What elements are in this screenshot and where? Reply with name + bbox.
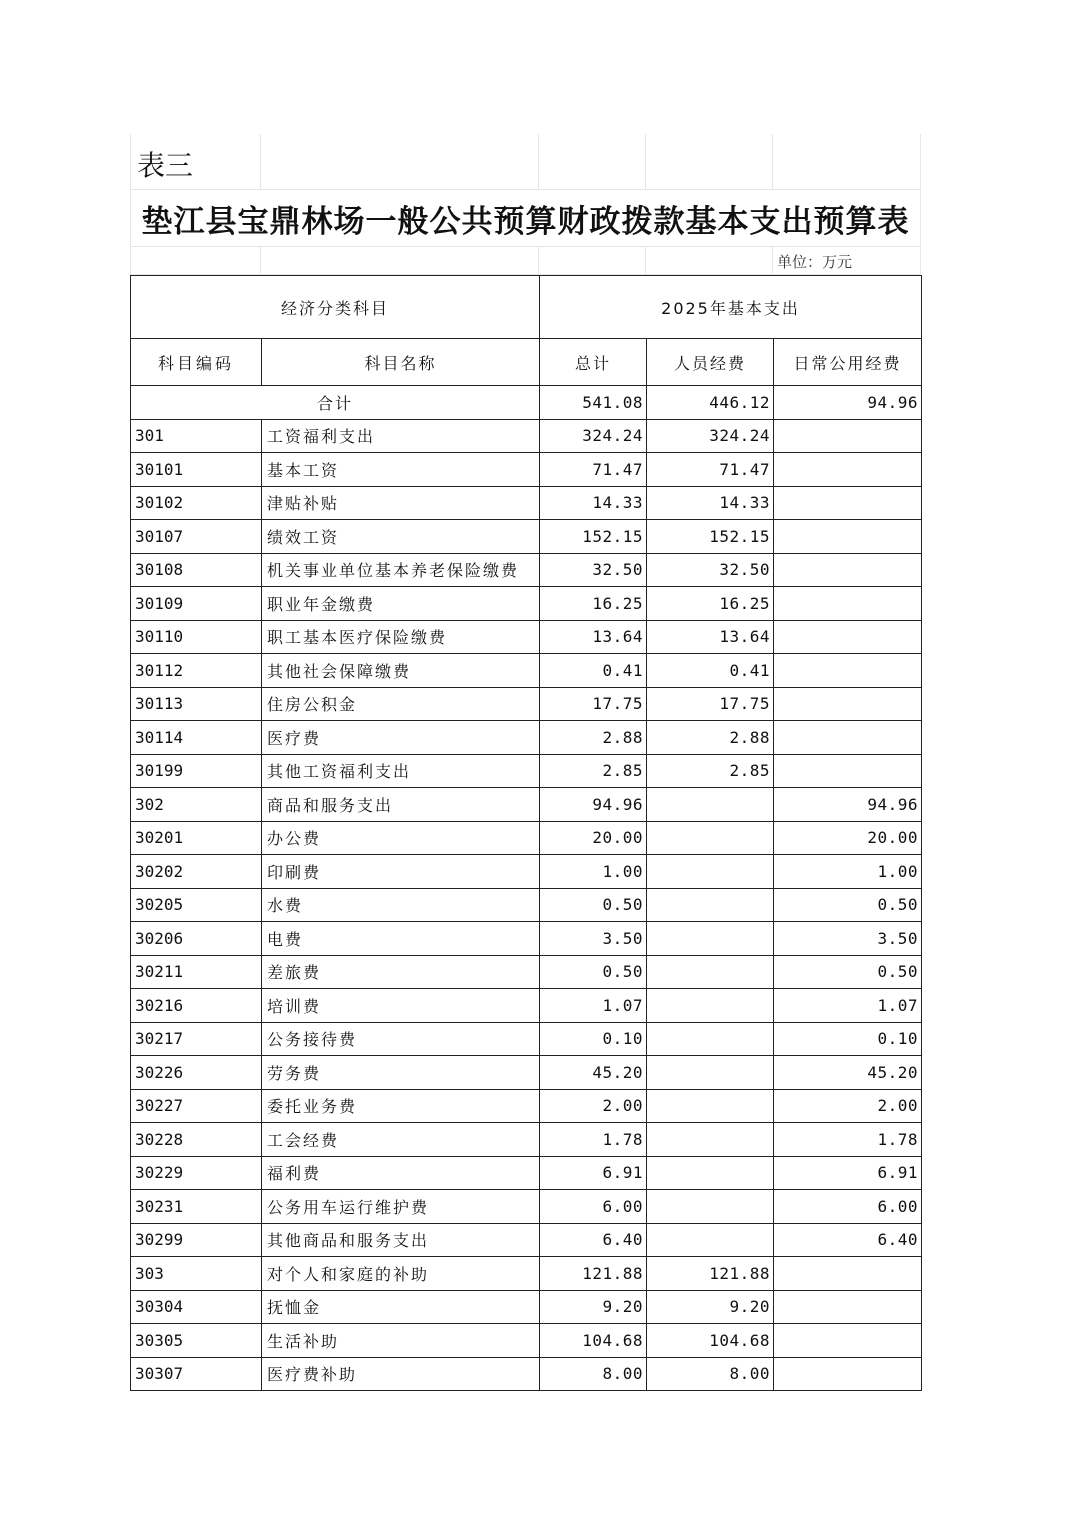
table-row <box>131 855 922 889</box>
row-personnel: 17.75 <box>647 687 774 721</box>
row-public: 20.00 <box>774 821 922 855</box>
table-row <box>131 1056 922 1090</box>
row-total: 17.75 <box>540 687 647 721</box>
row-personnel <box>647 1190 774 1224</box>
table-row <box>131 1324 922 1358</box>
row-code: 30307 <box>131 1357 262 1391</box>
row-code: 30217 <box>131 1022 262 1056</box>
row-total: 2.88 <box>540 721 647 755</box>
row-personnel <box>647 855 774 889</box>
row-code: 30304 <box>131 1290 262 1324</box>
empty-cell <box>130 247 261 275</box>
row-name: 职工基本医疗保险缴费 <box>262 620 540 654</box>
table-row <box>131 721 922 755</box>
row-public <box>774 553 922 587</box>
empty-cell <box>261 134 539 190</box>
row-public <box>774 620 922 654</box>
row-total: 121.88 <box>540 1257 647 1291</box>
empty-cell <box>539 247 646 275</box>
table-row <box>131 754 922 788</box>
row-personnel <box>647 821 774 855</box>
row-public <box>774 419 922 453</box>
row-personnel <box>647 888 774 922</box>
row-personnel <box>647 1223 774 1257</box>
table-row <box>131 1223 922 1257</box>
row-personnel <box>647 1156 774 1190</box>
table-row <box>131 419 922 453</box>
row-code: 30108 <box>131 553 262 587</box>
row-public <box>774 520 922 554</box>
row-name: 抚恤金 <box>262 1290 540 1324</box>
row-total: 0.50 <box>540 955 647 989</box>
row-total: 8.00 <box>540 1357 647 1391</box>
header-year-group: 2025年基本支出 <box>540 276 922 339</box>
table-row <box>131 1022 922 1056</box>
total-public: 94.96 <box>774 386 922 420</box>
row-name: 对个人和家庭的补助 <box>262 1257 540 1291</box>
row-public: 2.00 <box>774 1089 922 1123</box>
row-personnel: 13.64 <box>647 620 774 654</box>
row-code: 30114 <box>131 721 262 755</box>
unit-cell <box>773 247 921 275</box>
row-code: 30202 <box>131 855 262 889</box>
row-public: 0.50 <box>774 955 922 989</box>
row-public: 6.00 <box>774 1190 922 1224</box>
row-name: 住房公积金 <box>262 687 540 721</box>
row-name: 电费 <box>262 922 540 956</box>
row-code: 30199 <box>131 754 262 788</box>
header-row-columns <box>131 339 922 386</box>
table-row <box>131 687 922 721</box>
row-name: 印刷费 <box>262 855 540 889</box>
total-total: 541.08 <box>540 386 647 420</box>
row-total: 0.41 <box>540 654 647 688</box>
table-row <box>131 486 922 520</box>
row-code: 301 <box>131 419 262 453</box>
row-name: 公务接待费 <box>262 1022 540 1056</box>
total-label: 合计 <box>131 386 540 420</box>
table-row <box>131 553 922 587</box>
table-row <box>131 1257 922 1291</box>
empty-cell <box>261 247 539 275</box>
row-code: 302 <box>131 788 262 822</box>
row-public: 1.07 <box>774 989 922 1023</box>
empty-cell <box>539 134 646 190</box>
header-name: 科目名称 <box>262 339 540 386</box>
row-name: 其他工资福利支出 <box>262 754 540 788</box>
row-public <box>774 486 922 520</box>
row-name: 办公费 <box>262 821 540 855</box>
row-personnel: 121.88 <box>647 1257 774 1291</box>
row-total: 6.00 <box>540 1190 647 1224</box>
row-personnel <box>647 788 774 822</box>
row-code: 30231 <box>131 1190 262 1224</box>
row-public <box>774 721 922 755</box>
row-total: 1.07 <box>540 989 647 1023</box>
row-public: 6.91 <box>774 1156 922 1190</box>
row-code: 30305 <box>131 1324 262 1358</box>
row-code: 30228 <box>131 1123 262 1157</box>
row-total: 6.40 <box>540 1223 647 1257</box>
row-code: 30107 <box>131 520 262 554</box>
row-code: 30299 <box>131 1223 262 1257</box>
row-name: 基本工资 <box>262 453 540 487</box>
row-name: 津贴补贴 <box>262 486 540 520</box>
budget-sheet <box>130 134 921 1391</box>
row-name: 机关事业单位基本养老保险缴费 <box>262 553 540 587</box>
row-name: 福利费 <box>262 1156 540 1190</box>
row-total: 324.24 <box>540 419 647 453</box>
row-total: 20.00 <box>540 821 647 855</box>
header-public: 日常公用经费 <box>774 339 922 386</box>
header-personnel: 人员经费 <box>647 339 774 386</box>
row-total: 104.68 <box>540 1324 647 1358</box>
label-row <box>130 134 921 190</box>
empty-cell <box>646 247 773 275</box>
row-public: 1.00 <box>774 855 922 889</box>
table-row <box>131 788 922 822</box>
table-row <box>131 1290 922 1324</box>
row-public: 45.20 <box>774 1056 922 1090</box>
row-code: 30211 <box>131 955 262 989</box>
table-row <box>131 888 922 922</box>
table-row <box>131 989 922 1023</box>
row-name: 医疗费 <box>262 721 540 755</box>
row-total: 9.20 <box>540 1290 647 1324</box>
row-code: 30206 <box>131 922 262 956</box>
row-personnel: 324.24 <box>647 419 774 453</box>
row-public: 1.78 <box>774 1123 922 1157</box>
row-personnel: 2.85 <box>647 754 774 788</box>
row-public <box>774 687 922 721</box>
row-name: 其他商品和服务支出 <box>262 1223 540 1257</box>
row-total: 14.33 <box>540 486 647 520</box>
row-public <box>774 1257 922 1291</box>
row-personnel: 2.88 <box>647 721 774 755</box>
row-code: 30229 <box>131 1156 262 1190</box>
table-row <box>131 520 922 554</box>
row-name: 委托业务费 <box>262 1089 540 1123</box>
table-row <box>131 1089 922 1123</box>
row-code: 30201 <box>131 821 262 855</box>
table-row <box>131 654 922 688</box>
row-code: 30216 <box>131 989 262 1023</box>
row-public: 6.40 <box>774 1223 922 1257</box>
row-personnel: 0.41 <box>647 654 774 688</box>
row-personnel <box>647 1056 774 1090</box>
row-code: 30226 <box>131 1056 262 1090</box>
unit-label: 单位：万元 <box>777 253 853 271</box>
row-personnel <box>647 989 774 1023</box>
row-total: 16.25 <box>540 587 647 621</box>
row-name: 差旅费 <box>262 955 540 989</box>
header-total: 总计 <box>540 339 647 386</box>
row-name: 工会经费 <box>262 1123 540 1157</box>
row-public <box>774 654 922 688</box>
row-public <box>774 1324 922 1358</box>
row-public: 94.96 <box>774 788 922 822</box>
row-personnel <box>647 1089 774 1123</box>
row-public <box>774 587 922 621</box>
row-public: 0.10 <box>774 1022 922 1056</box>
row-personnel: 14.33 <box>647 486 774 520</box>
row-total: 94.96 <box>540 788 647 822</box>
table-label: 表三 <box>137 149 194 182</box>
table-row <box>131 587 922 621</box>
row-public <box>774 754 922 788</box>
row-name: 培训费 <box>262 989 540 1023</box>
header-category: 经济分类科目 <box>131 276 540 339</box>
row-code: 30110 <box>131 620 262 654</box>
row-total: 2.00 <box>540 1089 647 1123</box>
row-total: 71.47 <box>540 453 647 487</box>
row-total: 0.10 <box>540 1022 647 1056</box>
row-code: 303 <box>131 1257 262 1291</box>
row-total: 152.15 <box>540 520 647 554</box>
table-row <box>131 1156 922 1190</box>
row-total: 2.85 <box>540 754 647 788</box>
row-name: 公务用车运行维护费 <box>262 1190 540 1224</box>
row-personnel <box>647 955 774 989</box>
row-personnel: 32.50 <box>647 553 774 587</box>
table-row <box>131 620 922 654</box>
header-row-group <box>131 276 922 339</box>
row-total: 6.91 <box>540 1156 647 1190</box>
row-code: 30227 <box>131 1089 262 1123</box>
row-personnel <box>647 922 774 956</box>
table-row <box>131 1357 922 1391</box>
table-row <box>131 1190 922 1224</box>
budget-table <box>130 275 922 1391</box>
row-code: 30101 <box>131 453 262 487</box>
row-personnel: 104.68 <box>647 1324 774 1358</box>
row-public <box>774 1290 922 1324</box>
row-personnel: 16.25 <box>647 587 774 621</box>
row-total: 1.00 <box>540 855 647 889</box>
row-code: 30112 <box>131 654 262 688</box>
row-personnel: 152.15 <box>647 520 774 554</box>
row-name: 其他社会保障缴费 <box>262 654 540 688</box>
row-name: 商品和服务支出 <box>262 788 540 822</box>
header-code: 科目编码 <box>131 339 262 386</box>
table-row <box>131 955 922 989</box>
row-total: 45.20 <box>540 1056 647 1090</box>
row-name: 绩效工资 <box>262 520 540 554</box>
row-total: 0.50 <box>540 888 647 922</box>
row-personnel: 71.47 <box>647 453 774 487</box>
row-public <box>774 453 922 487</box>
row-total: 1.78 <box>540 1123 647 1157</box>
total-personnel: 446.12 <box>647 386 774 420</box>
row-personnel <box>647 1123 774 1157</box>
row-total: 13.64 <box>540 620 647 654</box>
total-row <box>131 386 922 420</box>
row-name: 职业年金缴费 <box>262 587 540 621</box>
row-name: 劳务费 <box>262 1056 540 1090</box>
row-code: 30113 <box>131 687 262 721</box>
row-public: 0.50 <box>774 888 922 922</box>
row-total: 32.50 <box>540 553 647 587</box>
empty-cell <box>646 134 773 190</box>
row-name: 医疗费补助 <box>262 1357 540 1391</box>
row-public: 3.50 <box>774 922 922 956</box>
row-personnel: 9.20 <box>647 1290 774 1324</box>
table-row <box>131 922 922 956</box>
row-name: 生活补助 <box>262 1324 540 1358</box>
unit-row <box>130 246 921 275</box>
row-code: 30205 <box>131 888 262 922</box>
row-code: 30109 <box>131 587 262 621</box>
table-row <box>131 453 922 487</box>
row-public <box>774 1357 922 1391</box>
empty-cell <box>773 134 921 190</box>
row-code: 30102 <box>131 486 262 520</box>
row-total: 3.50 <box>540 922 647 956</box>
table-row <box>131 1123 922 1157</box>
row-name: 水费 <box>262 888 540 922</box>
row-name: 工资福利支出 <box>262 419 540 453</box>
page-title: 垫江县宝鼎林场一般公共预算财政拨款基本支出预算表 <box>130 190 921 246</box>
label-cell <box>130 134 261 190</box>
table-row <box>131 821 922 855</box>
row-personnel <box>647 1022 774 1056</box>
row-personnel: 8.00 <box>647 1357 774 1391</box>
